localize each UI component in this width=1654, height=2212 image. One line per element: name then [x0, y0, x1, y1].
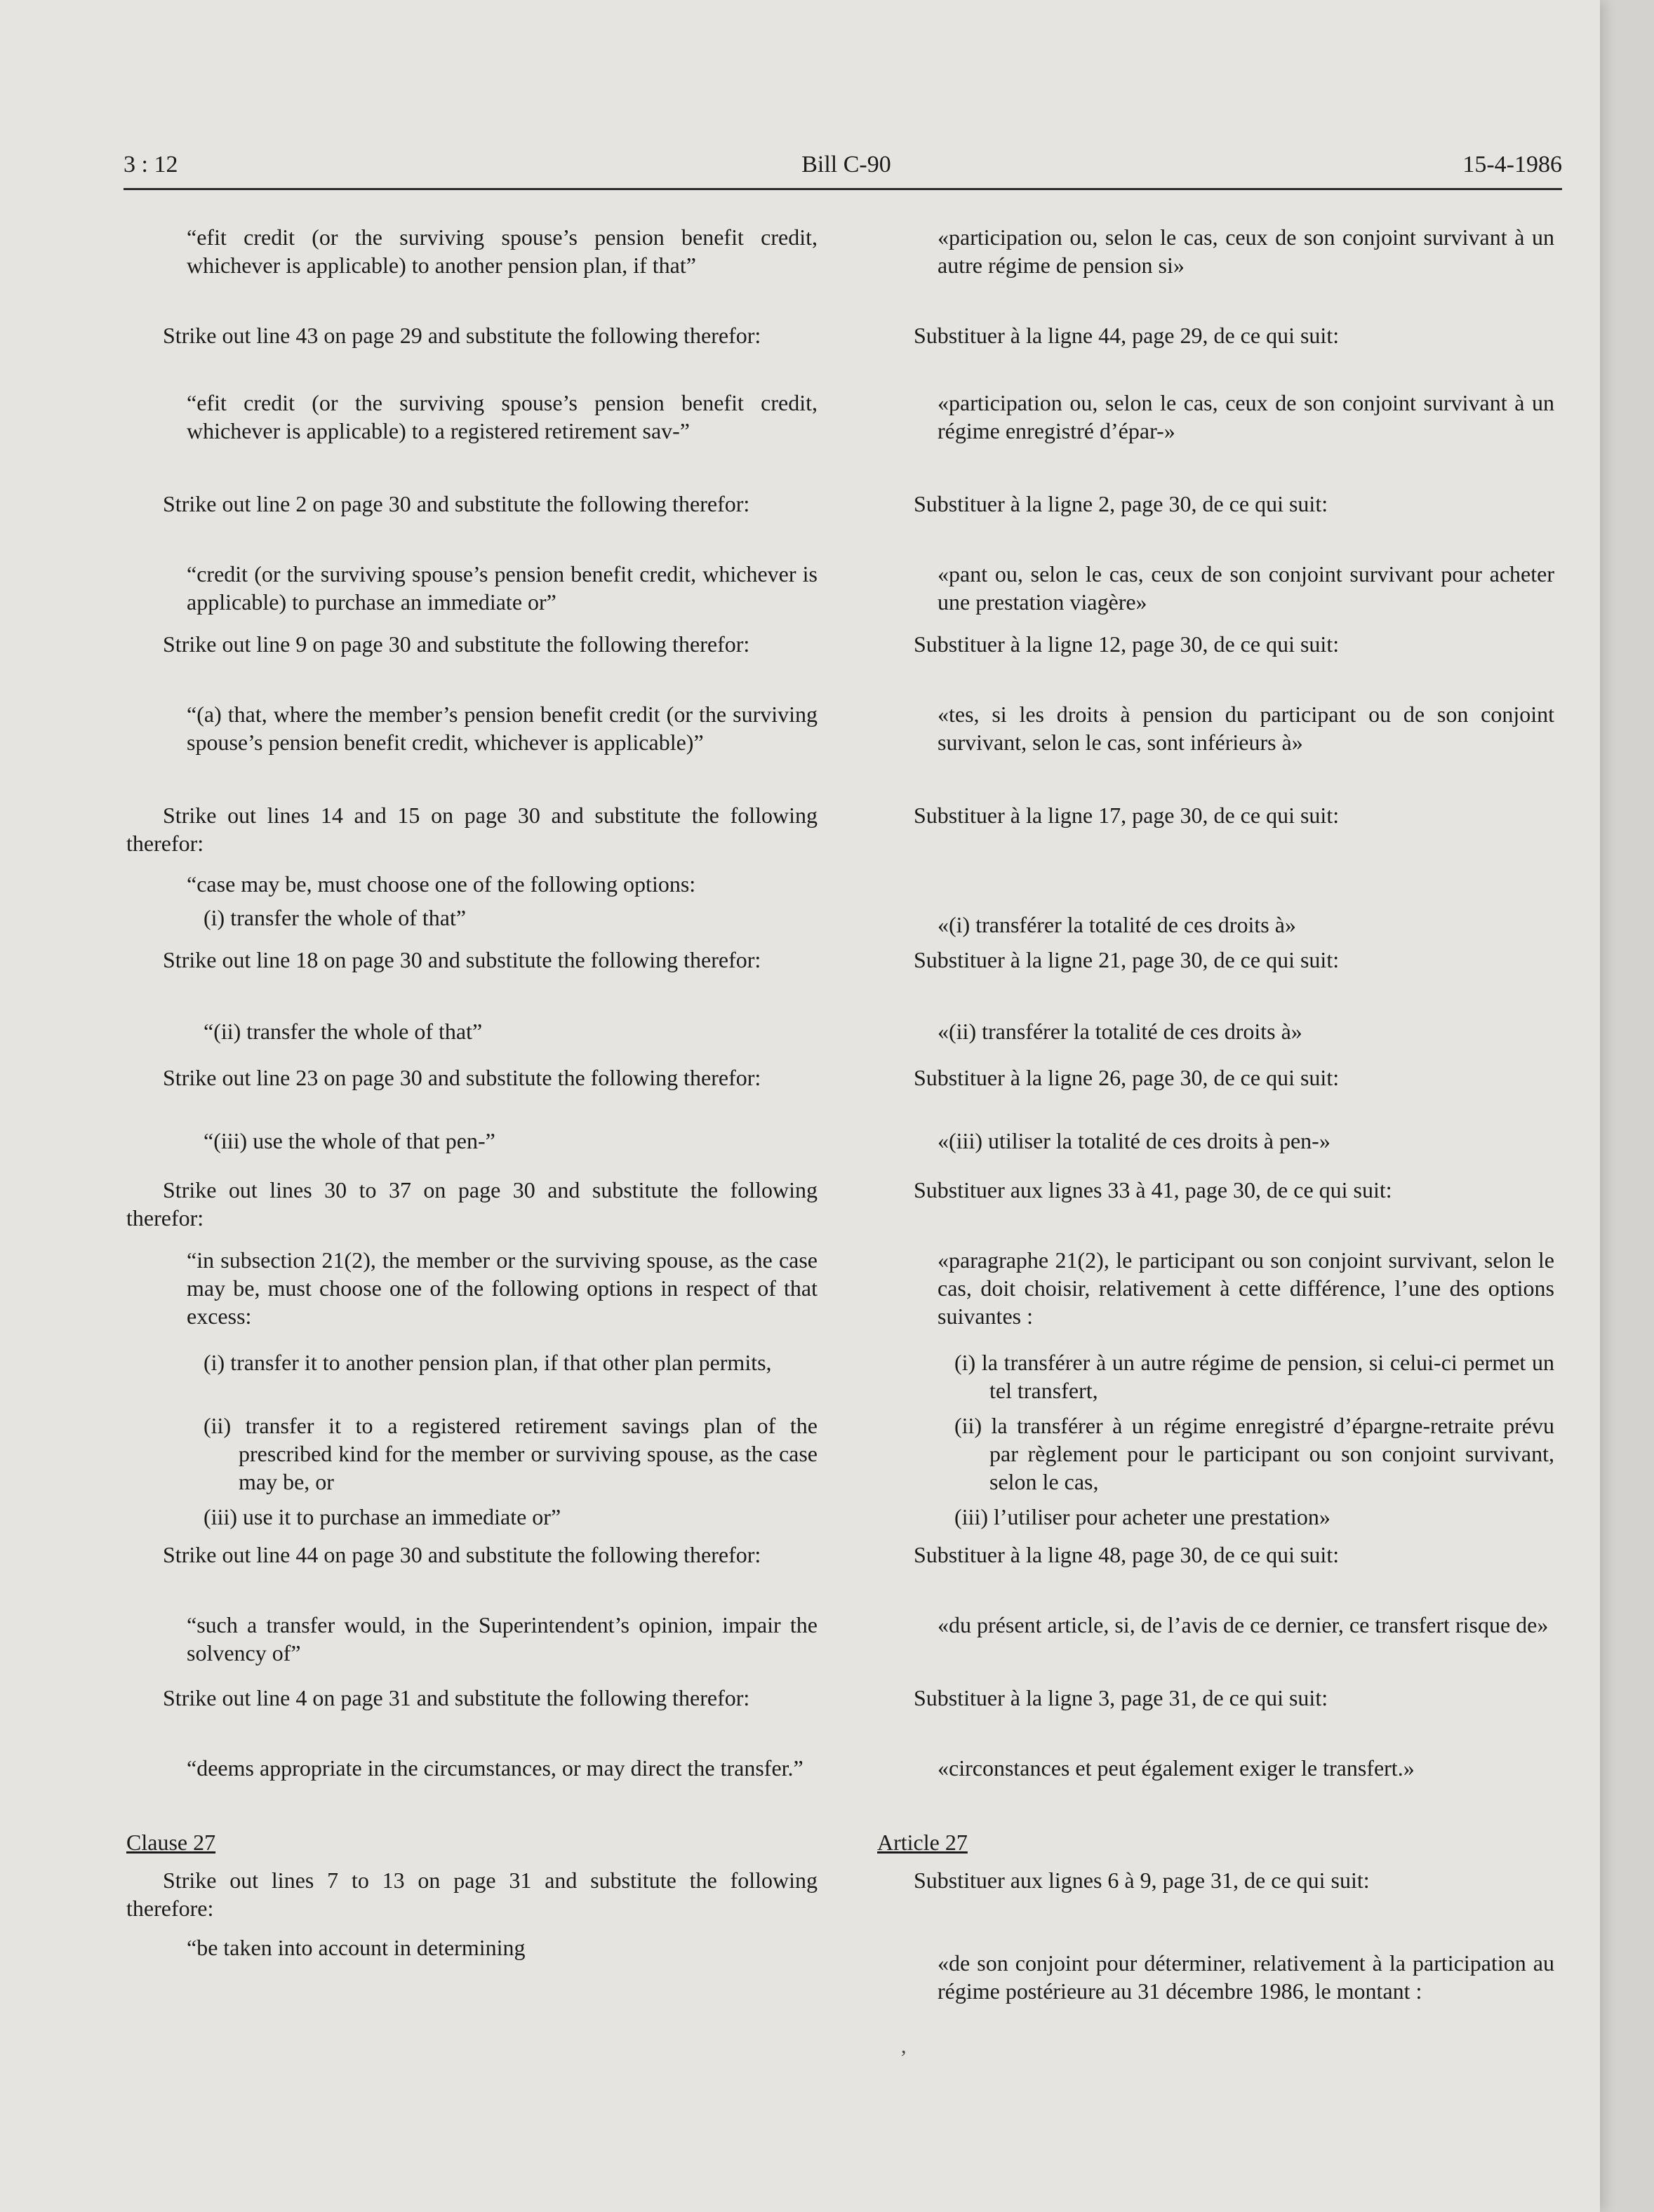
amendment-text: “(iii) use the whole of that pen-”: [204, 1128, 495, 1153]
amendment-text: (i) transfer it to another pension plan, if that other plan permits,: [204, 1350, 772, 1375]
amendment-text: (ii) la transférer à un régime enregistré d’épargne-retraite prévu par règlement pour le participant ou son conjoint survivant, selon le cas,: [954, 1413, 1554, 1494]
instruction: Substituer à la ligne 3, page 31, de ce qui suit:: [914, 1685, 1328, 1710]
instruction: Strike out lines 30 to 37 on page 30 and substitute the following therefor:: [126, 1177, 818, 1231]
clause-heading: Clause 27: [126, 1830, 216, 1855]
amendment-text: «(i) transférer la totalité de ces droits à»: [938, 912, 1296, 937]
instruction: Substituer à la ligne 17, page 30, de ce qui suit:: [914, 803, 1340, 828]
instruction: Strike out lines 14 and 15 on page 30 and substitute the following therefor:: [126, 803, 818, 856]
amendment-text: «pant ou, selon le cas, ceux de son conjoint survivant pour acheter une prestation viagère»: [938, 561, 1554, 615]
amendment-text: “in subsection 21(2), the member or the surviving spouse, as the case may be, must choose one of the following options in respect of that excess:: [187, 1247, 818, 1329]
instruction: Strike out lines 7 to 13 on page 31 and substitute the following therefore:: [126, 1868, 818, 1921]
amendment-text: «participation ou, selon le cas, ceux de son conjoint survivant à un autre régime de pension si»: [938, 224, 1554, 278]
instruction: Strike out line 23 on page 30 and substitute the following therefor:: [163, 1065, 761, 1090]
amendment-text: «(ii) transférer la totalité de ces droits à»: [938, 1019, 1302, 1044]
bill-title: Bill C-90: [801, 152, 891, 177]
amendment-text: “efit credit (or the surviving spouse’s pension benefit credit, whichever is applicable) to another pension plan, if that”: [187, 224, 818, 278]
clause-heading: Article 27: [877, 1830, 968, 1855]
instruction: Substituer aux lignes 33 à 41, page 30, de ce qui suit:: [914, 1177, 1392, 1202]
amendment-text: (i) la transférer à un autre régime de pension, si celui-ci permet un tel transfert,: [954, 1350, 1554, 1403]
amendment-text: “case may be, must choose one of the following options:: [187, 871, 696, 897]
amendment-text: «du présent article, si, de l’avis de ce dernier, ce transfert risque de»: [938, 1612, 1549, 1637]
amendment-text: “deems appropriate in the circumstances, or may direct the transfer.”: [187, 1755, 803, 1781]
amendment-text: «paragraphe 21(2), le participant ou son conjoint survivant, selon le cas, doit choisir, relativement à cette différence, l’une des options suivantes :: [938, 1247, 1554, 1329]
instruction: Substituer à la ligne 26, page 30, de ce qui suit:: [914, 1065, 1340, 1090]
instruction: Substituer à la ligne 12, page 30, de ce qui suit:: [914, 631, 1340, 657]
amendment-text: (ii) transfer it to a registered retirement savings plan of the prescribed kind for the member or surviving spouse, as the case may be, or: [204, 1413, 818, 1494]
amendment-text: «(iii) utiliser la totalité de ces droits à pen-»: [938, 1128, 1330, 1153]
amendment-text: «de son conjoint pour déterminer, relativement à la participation au régime postérieure au 31 décembre 1986, le montant :: [938, 1950, 1554, 2004]
instruction: Strike out line 43 on page 29 and substitute the following therefor:: [163, 323, 761, 348]
instruction: Strike out line 18 on page 30 and substitute the following therefor:: [163, 947, 761, 972]
amendment-text: “credit (or the surviving spouse’s pension benefit credit, whichever is applicable) to purchase an immediate or”: [187, 561, 818, 615]
amendment-text: “efit credit (or the surviving spouse’s pension benefit credit, whichever is applicable) to a registered retirement sav-”: [187, 390, 818, 443]
instruction: Strike out line 4 on page 31 and substitute the following therefor:: [163, 1685, 750, 1710]
amendment-text: «tes, si les droits à pension du participant ou de son conjoint survivant, selon le cas, sont inférieurs à»: [938, 702, 1554, 755]
header-date: 15-4-1986: [1462, 152, 1562, 177]
amendment-text: «participation ou, selon le cas, ceux de son conjoint survivant à un régime enregistré d’épar-»: [938, 390, 1554, 443]
amendment-text: (iii) l’utiliser pour acheter une prestation»: [954, 1504, 1330, 1529]
amendment-text: (iii) use it to purchase an immediate or”: [204, 1504, 561, 1529]
header-rule: [124, 188, 1562, 190]
page-header: [124, 152, 1562, 191]
instruction: Strike out line 2 on page 30 and substitute the following therefor:: [163, 491, 750, 516]
amendment-text: “be taken into account in determining: [187, 1935, 526, 1960]
instruction: Substituer à la ligne 48, page 30, de ce qui suit:: [914, 1542, 1340, 1567]
instruction: Strike out line 9 on page 30 and substitute the following therefor:: [163, 631, 750, 657]
amendment-text: (i) transfer the whole of that”: [204, 905, 467, 930]
amendment-text: “(ii) transfer the whole of that”: [204, 1019, 483, 1044]
page-number: 3 : 12: [124, 152, 178, 177]
instruction: Strike out line 44 on page 30 and substitute the following therefor:: [163, 1542, 761, 1567]
amendment-text: «circonstances et peut également exiger le transfert.»: [938, 1755, 1415, 1781]
instruction: Substituer aux lignes 6 à 9, page 31, de ce qui suit:: [914, 1868, 1370, 1893]
amendment-text: “(a) that, where the member’s pension benefit credit (or the surviving spouse’s pension benefit credit, whichever is applicable)”: [187, 702, 818, 755]
instruction: Substituer à la ligne 21, page 30, de ce qui suit:: [914, 947, 1340, 972]
stray-mark: ,: [901, 2035, 907, 2058]
instruction: Substituer à la ligne 2, page 30, de ce qui suit:: [914, 491, 1328, 516]
amendment-text: “such a transfer would, in the Superintendent’s opinion, impair the solvency of”: [187, 1612, 818, 1665]
instruction: Substituer à la ligne 44, page 29, de ce qui suit:: [914, 323, 1340, 348]
